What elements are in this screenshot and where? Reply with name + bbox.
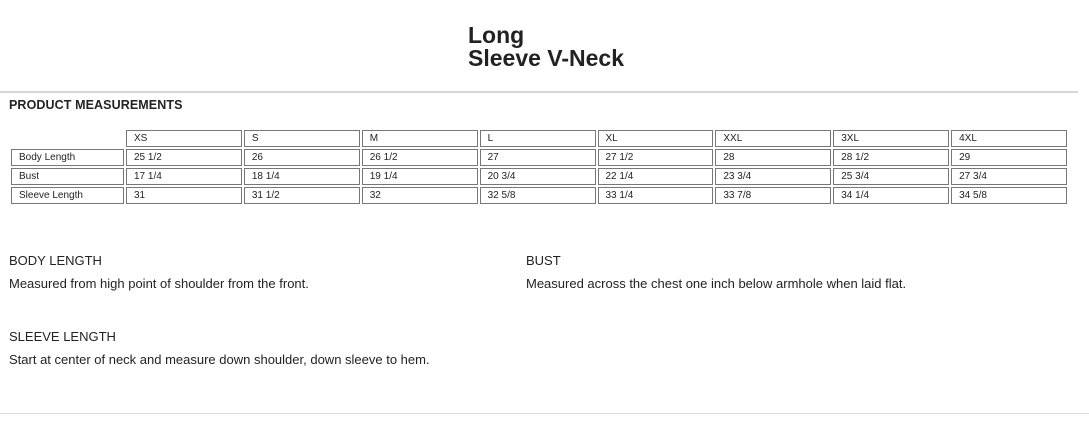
page-title — [468, 24, 624, 70]
size-header-cell: L — [480, 130, 596, 147]
table-row-bust — [11, 168, 1067, 185]
table-row-body-length — [11, 149, 1067, 166]
size-header-cell: S — [244, 130, 360, 147]
size-header-cell: XS — [126, 130, 242, 147]
sleeve-length-definition — [9, 329, 430, 368]
bust-term: BUST — [526, 253, 561, 268]
size-header-cell: XL — [598, 130, 714, 147]
product-measurements-heading: PRODUCT MEASUREMENTS — [9, 98, 183, 112]
page-title-line-2: Sleeve V-Neck — [468, 45, 625, 71]
measurement-cell: 27 1/2 — [598, 149, 714, 166]
measurement-cell: 19 1/4 — [362, 168, 478, 185]
measurement-cell: 22 1/4 — [598, 168, 714, 185]
measurement-cell: 34 1/4 — [833, 187, 949, 204]
measurement-cell: 27 — [480, 149, 596, 166]
row-label: Bust — [11, 168, 124, 185]
measurement-cell: 17 1/4 — [126, 168, 242, 185]
size-header-row — [11, 130, 1067, 147]
body-length-definition — [9, 253, 309, 292]
sleeve-length-term: SLEEVE LENGTH — [9, 329, 116, 344]
size-chart-table — [9, 128, 1069, 206]
measurement-cell: 34 5/8 — [951, 187, 1067, 204]
page-title-line-1: Long — [468, 22, 525, 48]
measurement-cell: 31 — [126, 187, 242, 204]
corner-cell — [11, 130, 124, 147]
table-row-sleeve-length — [11, 187, 1067, 204]
measurement-cell: 32 5/8 — [480, 187, 596, 204]
measurement-cell: 18 1/4 — [244, 168, 360, 185]
top-divider — [0, 91, 1078, 93]
bottom-divider — [0, 413, 1089, 414]
measurement-cell: 28 — [715, 149, 831, 166]
measurement-cell: 23 3/4 — [715, 168, 831, 185]
size-header-cell: 4XL — [951, 130, 1067, 147]
measurement-cell: 25 3/4 — [833, 168, 949, 185]
measurement-cell: 26 1/2 — [362, 149, 478, 166]
row-label: Sleeve Length — [11, 187, 124, 204]
measurement-cell: 25 1/2 — [126, 149, 242, 166]
row-label: Body Length — [11, 149, 124, 166]
body-length-description: Measured from high point of shoulder from the front. — [9, 276, 309, 291]
measurement-cell: 29 — [951, 149, 1067, 166]
size-header-cell: 3XL — [833, 130, 949, 147]
bust-definition — [526, 253, 906, 292]
bust-description: Measured across the chest one inch below armhole when laid flat. — [526, 276, 907, 291]
measurement-cell: 28 1/2 — [833, 149, 949, 166]
measurement-cell: 32 — [362, 187, 478, 204]
measurement-cell: 20 3/4 — [480, 168, 596, 185]
size-header-cell: M — [362, 130, 478, 147]
size-header-cell: XXL — [715, 130, 831, 147]
measurement-cell: 33 7/8 — [715, 187, 831, 204]
measurement-cell: 26 — [244, 149, 360, 166]
body-length-term: BODY LENGTH — [9, 253, 102, 268]
measurement-cell: 31 1/2 — [244, 187, 360, 204]
measurement-cell: 27 3/4 — [951, 168, 1067, 185]
sleeve-length-description: Start at center of neck and measure down shoulder, down sleeve to hem. — [9, 352, 430, 367]
measurement-cell: 33 1/4 — [598, 187, 714, 204]
